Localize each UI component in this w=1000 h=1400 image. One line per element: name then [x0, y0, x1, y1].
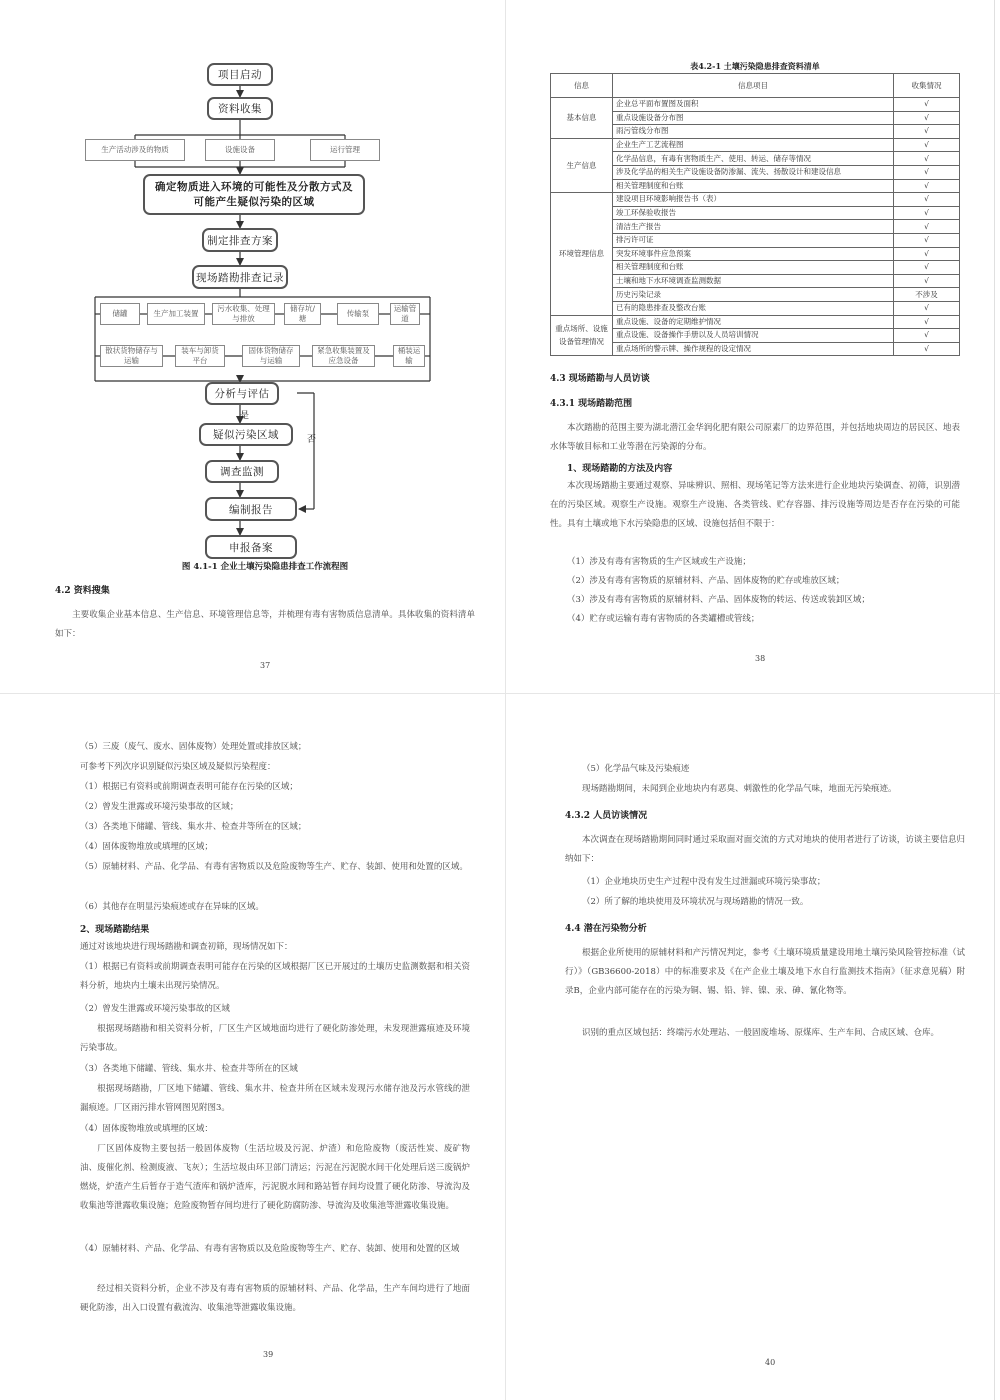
table-status-cell: √: [894, 111, 960, 125]
table-status-cell: √: [894, 125, 960, 139]
heading-results: 2、现场踏勘结果: [80, 925, 150, 935]
table-status-cell: √: [894, 98, 960, 112]
p39-item-5-text: （5）原辅材料、产品、化学品、有毒有害物质以及危险废物等生产、贮存、装卸、使用和处置的区域。: [80, 862, 468, 872]
table-item-cell: 清洁生产报告: [613, 220, 894, 234]
results-intro: 通过对该地块进行现场踏勘和调查初筛，现场情况如下：: [80, 942, 293, 952]
flow-plan: 制定排查方案: [202, 228, 278, 252]
paragraph-key-areas-text: 识别的重点区域包括：终端污水处理站、一般固废堆场、原煤库、生产车间、合成区域、仓库。: [582, 1028, 940, 1038]
flow-suspect: 疑似污染区域: [199, 423, 293, 446]
table-item-cell: 重点设施、设备的定期维护情况: [613, 315, 894, 329]
p39-line-1: （5）三废（废气、废水、固体废物）处理处置或排放区域；: [80, 742, 307, 752]
table-status-cell: √: [894, 274, 960, 288]
p39-line-2: 可参考下列次序识别疑似污染区域及疑似污染程度：: [80, 762, 276, 772]
table-category-cell: 重点场所、设施设备管理情况: [551, 315, 613, 356]
table-status-cell: √: [894, 342, 960, 356]
table-status-cell: √: [894, 329, 960, 343]
result-1-text: （1）根据已有资料或前期调查表明可能存在污染的区域根据厂区已开展过的土壤历史监测数据和相关资料分析，地块内土壤未出现污染情况。: [80, 962, 470, 991]
flow-item-pump: 传输泵: [337, 303, 379, 325]
flow-label-no: 否: [307, 435, 317, 445]
table-status-cell: √: [894, 233, 960, 247]
table-item-cell: 已有的隐患排查及整改台账: [613, 301, 894, 315]
table-row: [551, 152, 960, 166]
page-number-40: 40: [765, 1358, 776, 1367]
table-status-cell: √: [894, 315, 960, 329]
table-item-cell: 历史污染记录: [613, 288, 894, 302]
table-status-cell: √: [894, 206, 960, 220]
heading-method: 1、现场踏勘的方法及内容: [567, 464, 673, 474]
table-status-cell: √: [894, 138, 960, 152]
list-item-4: （4）贮存或运输有毒有害物质的各类罐槽或管线；: [567, 614, 760, 624]
result-3-title: （3）各类地下储罐、管线、集水井、检查井等所在的区域: [80, 1064, 298, 1074]
table-row: [551, 301, 960, 315]
table-row: [551, 274, 960, 288]
p39-line-5: （3）各类地下储罐、管线、集水井、检查井等所在的区域；: [80, 822, 307, 832]
table-category-cell: 环境管理信息: [551, 193, 613, 315]
flow-item-bulk-storage: 散状货物储存与运输: [100, 345, 163, 367]
table-item-cell: 化学品信息，有毒有害物质生产、使用、转运、储存等情况: [613, 152, 894, 166]
paragraph-4-2: [55, 606, 475, 644]
p39-line-3: （1）根据已有资料或前期调查表明可能存在污染的区域；: [80, 782, 298, 792]
flow-report: 编制报告: [205, 497, 297, 521]
table-item-cell: 突发环境事件应急预案: [613, 247, 894, 261]
flow-item-drum: 桶装运输: [393, 345, 425, 367]
page-38: [550, 55, 960, 675]
paragraph-scope-text: 本次踏勘的范围主要为湖北潜江金华润化肥有限公司原素厂的边界范围，并包括地块周边的居民区、地表水体等敏目标和工业等潜在污染源的分布。: [550, 423, 960, 452]
list-item-3: （3）涉及有毒有害物质的原辅材料、产品、固体废物的转运、传送或装卸区域；: [567, 595, 870, 605]
table-row: [551, 315, 960, 329]
p39-line-4: （2）曾发生泄露或环境污染事故的区域；: [80, 802, 239, 812]
table-item-cell: 排污许可证: [613, 233, 894, 247]
table-row: [551, 342, 960, 356]
list-item-1: （1）涉及有毒有害物质的生产区域或生产设施；: [567, 557, 751, 567]
section-heading-4-3-2: 4.3.2 人员访谈情况: [565, 811, 648, 821]
result-2: [80, 1020, 470, 1058]
table-header-item: 信息项目: [613, 74, 894, 98]
p39-item-5: [80, 858, 470, 877]
table-status-cell: 不涉及: [894, 288, 960, 302]
page-gutter-horizontal: [0, 693, 1000, 694]
result-5-title-text: （4）原辅材料、产品、化学品、有毒有害物质以及危险废物等生产、贮存、装卸、使用和处置的区域: [80, 1244, 460, 1254]
flow-analyze: 分析与评估: [205, 382, 279, 405]
paragraph-4-2-text: 主要收集企业基本信息、生产信息、环境管理信息等，并梳理有毒有害物质信息清单。具体收集的资料清单如下：: [55, 610, 475, 639]
section-heading-4-2: 4.2 资料搜集: [55, 586, 110, 596]
table-item-cell: 重点设施设备分布图: [613, 111, 894, 125]
table-row: [551, 111, 960, 125]
flow-filing: 申报备案: [205, 535, 297, 559]
p40-line-2: 现场踏勘期间，未闻到企业地块内有恶臭、刺激性的化学品气味，地面无污染痕迹。: [582, 784, 897, 794]
table-item-cell: 相关管理制度和台账: [613, 179, 894, 193]
table-status-cell: √: [894, 179, 960, 193]
table-row: [551, 98, 960, 112]
figure-caption: 图 4.1-1 企业土壤污染隐患排查工作流程图: [181, 562, 349, 572]
table-row: [551, 247, 960, 261]
table-header-status: 收集情况: [894, 74, 960, 98]
result-1: [80, 958, 470, 996]
result-5: [80, 1280, 470, 1318]
flow-start: 项目启动: [207, 63, 273, 86]
page-number-39: 39: [263, 1350, 274, 1359]
p39-line-6: （4）固体废物堆放或填埋的区域；: [80, 842, 213, 852]
flow-determine: 确定物质进入环境的可能性及分散方式及可能产生疑似污染的区域: [143, 174, 365, 215]
table-item-cell: 重点设施、设备操作手册以及人员培训情况: [613, 329, 894, 343]
table-row: [551, 165, 960, 179]
paragraph-visit-text: 本次调查在现场踏勘期间同时通过采取面对面交流的方式对地块的使用者进行了访谈，访谈主要信息归纳如下：: [565, 835, 965, 864]
table-row: [551, 220, 960, 234]
table-status-cell: √: [894, 220, 960, 234]
section-heading-4-4: 4.4 潜在污染物分析: [565, 924, 647, 934]
table-row: [551, 288, 960, 302]
result-2-title: （2）曾发生泄露或环境污染事故的区域: [80, 1004, 230, 1014]
table-status-cell: √: [894, 152, 960, 166]
section-heading-4-3: 4.3 现场踏勘与人员访谈: [550, 374, 650, 384]
page-37: [55, 55, 475, 675]
p40-line-1: （5）化学品气味及污染痕迹: [582, 764, 690, 774]
flow-item-solid-storage: 固体货物储存与运输: [242, 345, 300, 367]
table-status-cell: √: [894, 165, 960, 179]
table-row: [551, 193, 960, 207]
table-status-cell: √: [894, 247, 960, 261]
page-40: [565, 760, 965, 1380]
table-status-cell: √: [894, 193, 960, 207]
table-body: [551, 98, 960, 356]
flow-label-yes: 是: [240, 411, 250, 421]
table-item-cell: 竣工环保验收报告: [613, 206, 894, 220]
table-category-cell: 基本信息: [551, 98, 613, 139]
page-number-37: 37: [260, 661, 271, 670]
list-item-2: （2）涉及有毒有害物质的原辅材料、产品、固体废物的贮存或堆放区域；: [567, 576, 845, 586]
table-row: [551, 329, 960, 343]
page-gutter-vertical: [505, 0, 506, 1400]
table-item-cell: 涉及化学品的相关生产设施设备防渗漏、流失、扬散设计和建设信息: [613, 165, 894, 179]
table-item-cell: 土壤和地下水环境调查监测数据: [613, 274, 894, 288]
visit-item-2: （2）所了解的地块使用及环境状况与现场踏勘的情况一致。: [582, 897, 809, 907]
flow-collect: 资料收集: [207, 97, 273, 120]
table-row: [551, 261, 960, 275]
result-4: [80, 1140, 470, 1216]
result-4-title: （4）固体废物堆放或填埋的区域：: [80, 1124, 213, 1134]
table-status-cell: √: [894, 301, 960, 315]
table-category-cell: 生产信息: [551, 138, 613, 192]
table-caption: 表4.2-1 土壤污染隐患排查资料清单: [690, 61, 820, 71]
flow-item-emergency: 紧急收集装置及应急设备: [312, 345, 375, 367]
table-item-cell: 企业生产工艺流程图: [613, 138, 894, 152]
result-3-text: 根据现场踏勘，厂区地下储罐、管线、集水井、检查井所在区域未发现污水储存池及污水管线的泄漏痕迹。厂区雨污排水管网图见附图3。: [80, 1084, 470, 1113]
flow-collect-substances: 生产活动涉及的物质: [85, 139, 185, 161]
paragraph-pollutants-text: 根据企业所使用的原辅材料和产污情况判定，参考《土壤环境质量建设用地土壤污染风险管控标准（试行）》（GB36600-2018）中的标准要求及《在产企业土壤及地下水自行监测技术指南》（征求意见稿）附录B，企业内部可能存在的污染为铜、锡、铅、锌、镍、汞、砷、氰化物等。: [565, 948, 965, 996]
table-row: [551, 179, 960, 193]
page-39: [80, 738, 470, 1378]
workflow-flowchart: [55, 55, 475, 585]
flow-item-tanks: 储罐: [100, 303, 140, 325]
table-row: [551, 125, 960, 139]
p39-item-6: （6）其他存在明显污染痕迹或存在异味的区域。: [80, 902, 264, 912]
table-item-cell: 相关管理制度和台账: [613, 261, 894, 275]
table-row: [551, 233, 960, 247]
table-item-cell: 雨污管线分布图: [613, 125, 894, 139]
result-2-text: 根据现场踏勘和相关资料分析，厂区生产区域地面均进行了硬化防渗处理，未发现泄露痕迹及环境污染事故。: [80, 1024, 470, 1053]
result-3: [80, 1080, 470, 1118]
table-header-info: 信息: [551, 74, 613, 98]
paragraph-visit: [565, 831, 965, 869]
table-item-cell: 建设项目环境影响报告书（表）: [613, 193, 894, 207]
flow-item-pits: 储存坑/塘: [284, 303, 321, 325]
paragraph-scope: [550, 419, 960, 457]
table-row: [551, 138, 960, 152]
paragraph-pollutants: [565, 944, 965, 1001]
data-inventory-table: [550, 73, 960, 356]
result-4-text: 厂区固体废物主要包括一般固体废物（生活垃圾及污泥、炉渣）和危险废物（废活性炭、废矿物油、废催化剂、检测废液、飞灰）；生活垃圾由环卫部门清运；污泥在污泥脱水间干化处理后送三废锅炉燃烧，炉渣产生后暂存于造气渣库和锅炉渣库，污泥脱水间和路站暂存间均设置了硬化防渗、导流沟及收集池等泄露收集设施；危险废物暂存间均进行了硬化防腐防渗、导流沟及收集池等泄露收集设施。: [80, 1144, 470, 1211]
flow-item-pipeline: 运输管道: [390, 303, 420, 325]
flow-collect-equipment: 设施设备: [205, 139, 275, 161]
paragraph-method-text: 本次现场踏勘主要通过观察、异味辨识、照相、现场笔记等方法来进行企业地块污染调查、初筛，识别潜在的污染区域。观察生产设施。观察生产设施、各类管线、贮存容器、排污设施等周边是否存在污染的可能性。具有土壤或地下水污染隐患的区域、设施包括但不限于：: [550, 481, 960, 529]
flow-record: 现场踏勘排查记录: [192, 265, 288, 289]
flow-survey: 调查监测: [205, 460, 279, 483]
visit-item-1: （1）企业地块历史生产过程中没有发生过泄漏或环境污染事故；: [582, 877, 826, 887]
paragraph-key-areas: [565, 1024, 965, 1043]
result-5-text: 经过相关资料分析，企业不涉及有毒有害物质的原辅材料、产品、化学品，生产车间均进行了地面硬化防渗，出入口设置有截流沟、收集池等泄露收集设施。: [80, 1284, 470, 1313]
table-item-cell: 企业总平面布置图及面积: [613, 98, 894, 112]
flow-item-loading: 装车与卸货平台: [175, 345, 225, 367]
flow-collect-operation: 运行管理: [310, 139, 380, 161]
section-heading-4-3-1: 4.3.1 现场踏勘范围: [550, 399, 633, 409]
flow-item-production: 生产加工装置: [147, 303, 205, 325]
table-item-cell: 重点场所的警示牌、操作规程的设定情况: [613, 342, 894, 356]
result-5-title: [80, 1240, 470, 1259]
page-edge-right: [994, 0, 995, 1400]
paragraph-method: [550, 477, 960, 534]
table-row: [551, 206, 960, 220]
table-status-cell: √: [894, 261, 960, 275]
flow-item-wastewater: 污水收集、处理与排放: [212, 303, 275, 325]
page-number-38: 38: [755, 654, 766, 663]
table-header-row: [551, 74, 960, 98]
